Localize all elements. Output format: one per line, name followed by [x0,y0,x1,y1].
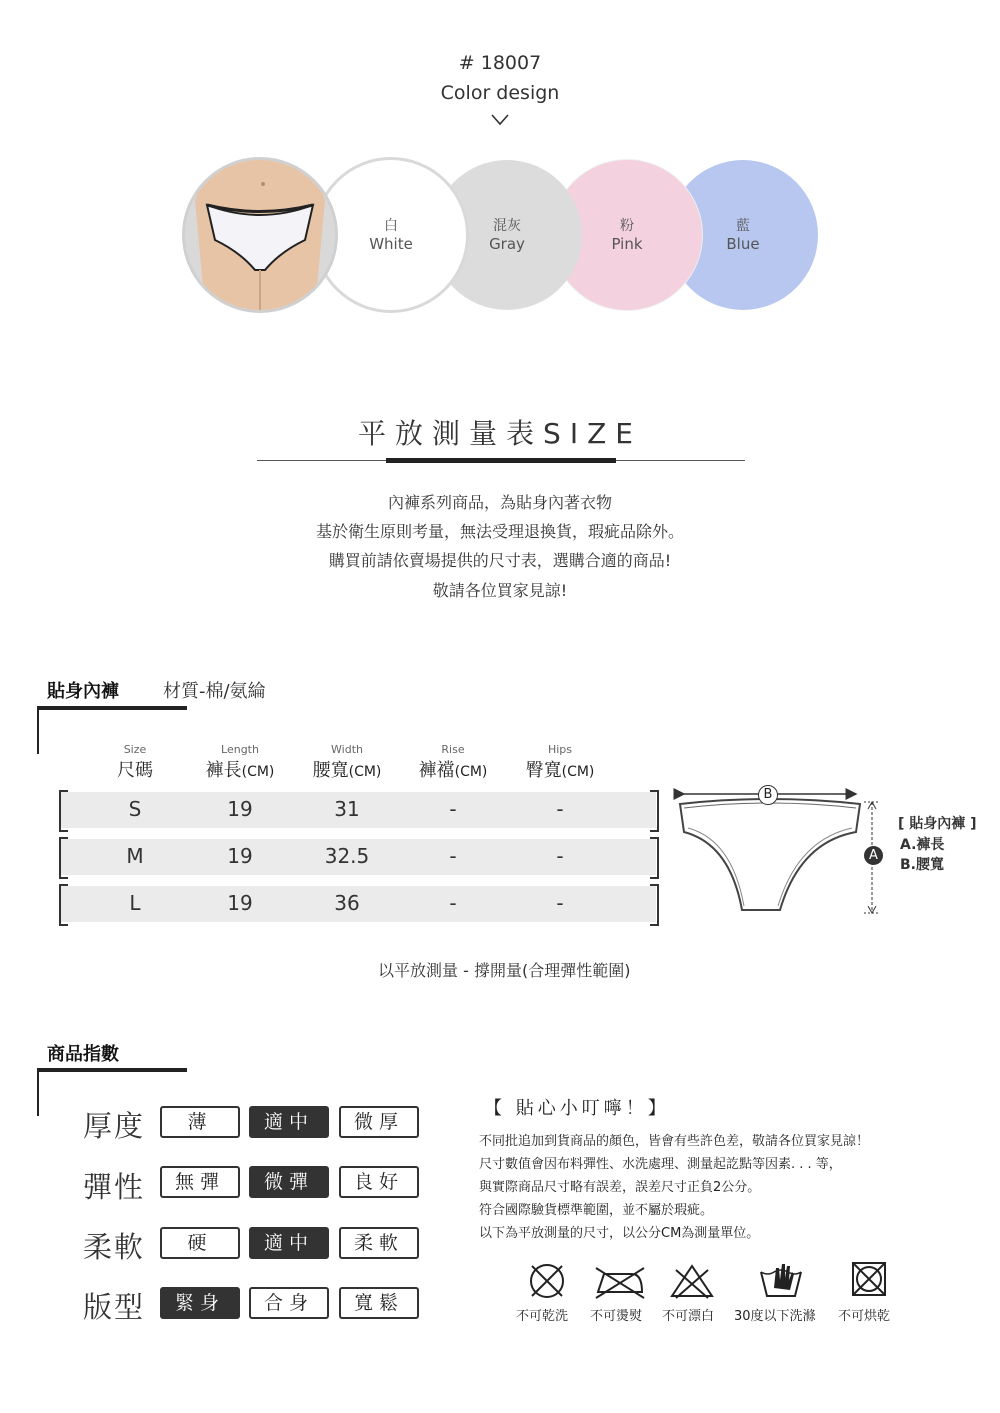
header-width [297,743,397,782]
table-cell: 36 [334,891,360,915]
care-label: 不可乾洗 [516,1309,569,1324]
care-label: 30度以下洗滌 [734,1309,816,1324]
no-iron-icon [592,1262,648,1300]
header-unit: (CM) [241,764,275,780]
no-tumble-dry-icon [850,1260,888,1298]
index-label-softness: 柔軟 [83,1230,146,1264]
diagram-legend-a: A.褲長 [900,837,945,853]
table-cell: 19 [227,797,253,821]
diagram-legend-b: B.腰寬 [900,857,944,873]
product-photo [182,157,338,313]
table-cell: 19 [227,891,253,915]
header-en: Length [221,743,259,756]
option-medium-selected: 適中 [249,1106,329,1138]
table-cell: - [556,844,564,868]
tips-line: 與實際商品尺寸略有誤差，誤差尺寸正負2公分。 [479,1180,761,1195]
table-cell: - [449,844,457,868]
row-bracket-right [650,884,659,926]
marker-b: B [758,785,778,805]
row-bracket-right [650,837,659,879]
header-zh [510,756,610,782]
color-zh-label: 藍 [736,218,750,234]
table-cell: S [128,797,142,821]
header-zh [403,756,503,782]
option-good-stretch: 良好 [339,1166,419,1198]
option-no-stretch: 無彈 [160,1166,240,1198]
index-label-thickness: 厚度 [83,1109,146,1143]
header-length [190,743,290,782]
product-code: # 18007 [458,52,542,74]
header-hips [510,743,610,782]
header-en: Width [331,743,363,756]
color-en-label: Pink [611,235,643,253]
tips-line: 尺寸數值會因布料彈性、水洗處理、測量起訖點等因素. . . 等， [479,1157,842,1172]
header-zh-text: 臀寬 [525,760,562,781]
care-label: 不可燙熨 [590,1309,643,1324]
index-label-elasticity: 彈性 [83,1170,146,1204]
header-zh-text: 褲長 [205,760,242,781]
header-zh [85,756,185,782]
notice-line: 購買前請依賣場提供的尺寸表，選購合適的商品! [328,551,672,570]
notice-line: 敬請各位買家見諒! [432,581,568,600]
hand-wash-icon [758,1258,804,1300]
tips-line: 以下為平放測量的尺寸，以公分CM為測量單位。 [479,1226,760,1241]
row-bracket-right [650,790,659,832]
chevron-down-icon [490,113,510,127]
color-design-label: Color design [440,82,560,104]
table-cell: L [129,891,141,915]
color-en-label: White [369,235,413,253]
option-medium-selected: 適中 [249,1227,329,1259]
notice-line: 基於衛生原則考量，無法受理退換貨，瑕疵品除外。 [315,522,684,541]
option-loose: 寬鬆 [339,1287,419,1319]
diagram-legend-title: [ 貼身內褲 ] [898,816,977,832]
no-bleach-icon [668,1262,716,1300]
header-rise [403,743,503,782]
measure-note: 以平放測量 - 撐開量(合理彈性範圍) [378,961,631,980]
divider-accent [386,458,616,463]
table-cell: M [126,844,144,868]
care-label: 不可烘乾 [838,1309,891,1324]
section-bar [37,1068,187,1072]
tips-line: 不同批追加到貨商品的顏色，皆會有些許色差，敬請各位買家見諒！ [479,1134,870,1149]
row-bracket-left [59,837,68,879]
option-thin: 薄 [160,1106,240,1138]
header-en: Rise [441,743,465,756]
garment-diagram [670,782,890,922]
option-tight-selected: 緊身 [160,1287,240,1319]
header-zh [297,756,397,782]
table-cell: - [449,797,457,821]
category-title: 貼身內褲 [47,681,119,702]
tips-title: 【 貼心小叮嚀！】 [484,1098,670,1119]
index-title: 商品指數 [47,1044,119,1065]
section-bar [37,706,187,710]
color-en-label: Gray [489,235,525,253]
header-zh-text: 腰寬 [312,760,349,781]
table-cell: 31 [334,797,360,821]
color-en-label: Blue [726,235,760,253]
header-zh-text: 尺碼 [117,760,153,781]
option-slight-stretch-selected: 微彈 [249,1166,329,1198]
tips-line: 符合國際驗貨標準範圍，並不屬於瑕疵。 [479,1203,714,1218]
material-label: 材質-棉/氨綸 [163,681,266,702]
section-vline [37,1068,39,1116]
header-unit: (CM) [454,764,488,780]
color-zh-label: 粉 [620,218,634,234]
header-en: Hips [547,743,573,756]
table-cell: 19 [227,844,253,868]
table-cell: 32.5 [324,844,370,868]
row-bracket-left [59,790,68,832]
care-label: 不可漂白 [662,1309,715,1324]
option-regular: 合身 [249,1287,329,1319]
section-vline [37,706,39,754]
header-unit: (CM) [561,764,595,780]
header-zh [190,756,290,782]
table-cell: - [449,891,457,915]
notice-line: 內褲系列商品，為貼身內著衣物 [387,493,612,512]
header-size [85,743,185,782]
index-label-fit: 版型 [83,1290,146,1324]
header-unit: (CM) [348,764,382,780]
option-thick: 微厚 [339,1106,419,1138]
table-cell: - [556,891,564,915]
option-hard: 硬 [160,1227,240,1259]
header-zh-text: 褲襠 [418,760,455,781]
size-chart-title: 平放測量表SIZE [358,417,642,450]
marker-a: A [864,846,883,865]
option-soft: 柔軟 [339,1227,419,1259]
header-en: Size [123,743,147,756]
color-zh-label: 白 [384,218,398,234]
table-cell: - [556,797,564,821]
row-bracket-left [59,884,68,926]
color-zh-label: 混灰 [493,218,521,234]
no-dry-clean-icon [526,1262,568,1300]
